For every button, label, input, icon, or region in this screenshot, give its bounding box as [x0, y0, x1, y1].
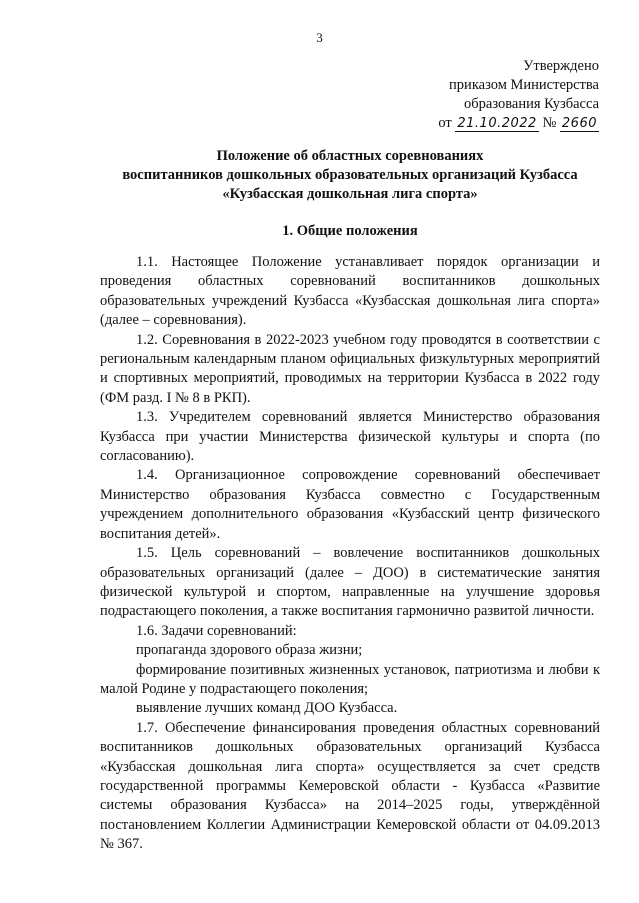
paragraph: 1.1. Настоящее Положение устанавливает порядок организации и проведения областных соревнований воспитанников дошкольных образовательных учреждений Кузбасса «Кузбасская дошкольная лига спорта» (далее – соревнования).: [100, 254, 600, 329]
title-line-3: «Кузбасская дошкольная лига спорта»: [222, 186, 478, 202]
handwritten-date: 21.10.2022: [457, 116, 537, 131]
approval-block: [438, 57, 599, 133]
section-heading: 1. Общие положения: [282, 223, 418, 239]
paragraph: 1.3. Учредителем соревнований является Министерство образования Кузбасса при участии Министерства физической культуры и спорта (по согласованию).: [100, 409, 600, 465]
date-prefix: от: [438, 115, 452, 131]
title-line-1: Положение об областных соревнованиях: [216, 148, 484, 164]
paragraph: пропаганда здорового образа жизни;: [136, 642, 363, 659]
paragraph: 1.5. Цель соревнований – вовлечение воспитанников дошкольных образовательных организаций (далее – ДОО) в систематические занятия физической культурой и спортом, направленные на улучшение здоровья подрастающего поколения, а также воспитания гармонично развитой личности.: [100, 545, 600, 620]
document-body: [100, 253, 600, 855]
paragraph: 1.2. Соревнования в 2022-2023 учебном году проводятся в соответствии с региональным календарным планом официальных физкультурных мероприятий и спортивных мероприятий, проводимых на территории Кузбасса в 2022 году (ФМ разд. I № 8 в РКП).: [100, 331, 600, 406]
approval-line-1: Утверждено: [523, 58, 599, 74]
paragraph: 1.6. Задачи соревнований:: [136, 622, 297, 639]
approval-line-2: приказом Министерства: [449, 77, 599, 93]
document-title: [100, 147, 600, 204]
paragraph: 1.4. Организационное сопровождение соревнований обеспечивает Министерство образования Кузбасса совместно с Государственным учреждением дополнительного образования «Кузбасский центр физического воспитания детей».: [100, 467, 600, 542]
paragraph: выявление лучших команд ДОО Кузбасса.: [136, 700, 398, 717]
title-line-2: воспитанников дошкольных образовательных организаций Кузбасса: [122, 167, 578, 183]
approval-date-line: [438, 114, 599, 133]
handwritten-number: 2660: [561, 116, 597, 131]
page-number: 3: [316, 30, 323, 45]
number-prefix: №: [542, 115, 557, 131]
paragraph: формирование позитивных жизненных установок, патриотизма и любви к малой Родине у подрастающего поколения;: [100, 661, 600, 697]
paragraph: 1.7. Обеспечение финансирования проведения областных соревнований воспитанников дошкольных образовательных организаций Кузбасса «Кузбасская дошкольная лига спорта» осуществляется за счет средств государственной программы Кемеровской области - Кузбасса «Развитие системы образования Кузбасса» на 2014–2025 годы, утверждённой постановлением Коллегии Администрации Кемеровской области от 04.09.2013 № 367.: [100, 719, 600, 853]
approval-line-3: образования Кузбасса: [464, 96, 599, 112]
